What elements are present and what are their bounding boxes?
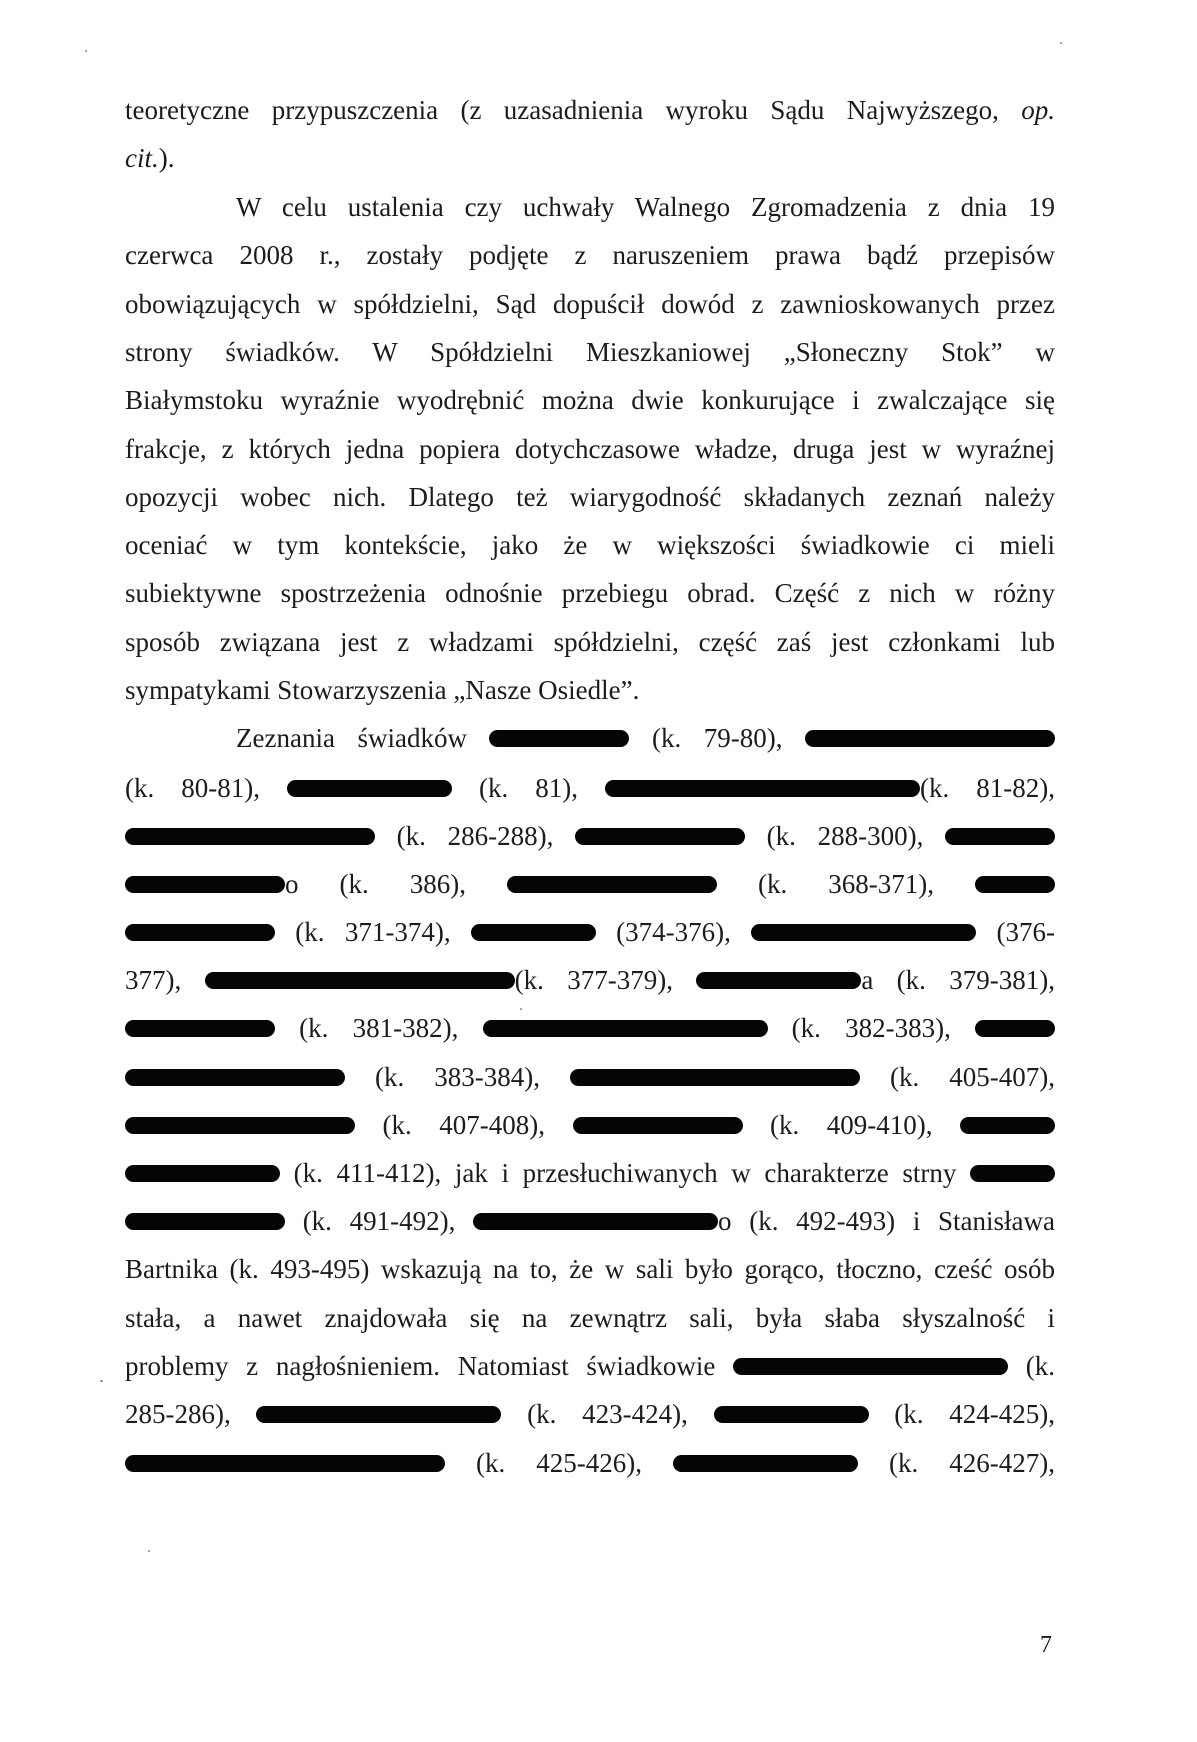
redaction-mark bbox=[573, 1117, 743, 1134]
text-run: 377), bbox=[125, 965, 205, 995]
page-number: 7 bbox=[1040, 1632, 1052, 1658]
text-run: Zeznania świadków bbox=[236, 723, 490, 753]
redaction-mark bbox=[673, 1455, 858, 1472]
text-run: (k. 425-426), bbox=[445, 1448, 673, 1478]
redaction-mark bbox=[473, 1213, 718, 1230]
text-run: problemy z nagłośnieniem. Natomiast świadkowie bbox=[125, 1351, 734, 1381]
redaction-mark bbox=[945, 828, 1055, 845]
text-line bbox=[125, 235, 1055, 275]
redaction-mark bbox=[125, 828, 375, 845]
scan-speck bbox=[148, 1550, 150, 1552]
redaction-mark bbox=[471, 924, 596, 941]
text-run: (k. bbox=[1008, 1351, 1055, 1381]
text-line bbox=[125, 1057, 1055, 1097]
text-run: teoretyczne przypuszczenia (z uzasadnienia wyroku Sądu Najwyższego, bbox=[125, 95, 1022, 125]
text-run: (376- bbox=[976, 917, 1055, 947]
text-run: (k. 81), bbox=[452, 773, 606, 803]
redaction-mark bbox=[696, 972, 861, 989]
text-line bbox=[125, 284, 1055, 324]
text-run: (k. 491-492), bbox=[285, 1206, 474, 1236]
redaction-mark bbox=[970, 1165, 1055, 1182]
text-line bbox=[125, 670, 1055, 710]
text-run: (k. 426-427), bbox=[858, 1448, 1055, 1478]
text-line bbox=[125, 960, 1055, 1000]
text-line bbox=[125, 1298, 1055, 1338]
redaction-mark bbox=[205, 972, 515, 989]
redaction-mark bbox=[605, 780, 920, 797]
text-run: czerwca 2008 r., zostały podjęte z naruszeniem prawa bądź przepisów bbox=[125, 240, 1055, 270]
redaction-mark bbox=[287, 780, 452, 797]
italic-text: op. bbox=[1021, 95, 1055, 125]
text-run: (k. 81-82), bbox=[920, 773, 1055, 803]
scan-speck bbox=[1060, 42, 1062, 44]
redaction-mark bbox=[805, 730, 1055, 747]
text-run: (k. 411-412), jak i przesłuchiwanych w charakterze strny bbox=[280, 1158, 970, 1188]
text-run: sposób związana jest z władzami spółdzielni, część zaś jest członkami lub bbox=[125, 627, 1055, 657]
text-run: o (k. 492-493) i Stanisława bbox=[718, 1206, 1055, 1236]
text-line bbox=[125, 1201, 1055, 1241]
redaction-mark bbox=[733, 1358, 1008, 1375]
redaction-mark bbox=[256, 1406, 501, 1423]
redaction-mark bbox=[125, 1020, 275, 1037]
text-run: stała, a nawet znajdowała się na zewnątrz sali, była słaba słyszalność i bbox=[125, 1303, 1055, 1333]
text-run: (k. 407-408), bbox=[355, 1110, 573, 1140]
text-run: (k. 383-384), bbox=[345, 1062, 570, 1092]
text-line bbox=[236, 187, 1055, 227]
text-run: (k. 288-300), bbox=[745, 821, 945, 851]
text-line bbox=[125, 1105, 1055, 1145]
text-line bbox=[125, 477, 1055, 517]
text-line bbox=[125, 816, 1055, 856]
text-run: obowiązujących w spółdzielni, Sąd dopuścił dowód z zawnioskowanych przez bbox=[125, 289, 1055, 319]
redaction-mark bbox=[125, 924, 275, 941]
text-run: (k. 377-379), bbox=[514, 965, 697, 995]
scan-speck bbox=[100, 1380, 103, 1382]
text-run: opozycji wobec nich. Dlatego też wiarygodność składanych zeznań należy bbox=[125, 482, 1055, 512]
text-run: subiektywne spostrzeżenia odnośnie przebiegu obrad. Część z nich w różny bbox=[125, 578, 1055, 608]
redaction-mark bbox=[125, 1213, 285, 1230]
text-run: (k. 405-407), bbox=[860, 1062, 1055, 1092]
redaction-mark bbox=[714, 1406, 869, 1423]
text-line bbox=[125, 864, 1055, 904]
text-run: sympatykami Stowarzyszenia „Nasze Osiedle”. bbox=[125, 675, 640, 705]
text-run: (k. 409-410), bbox=[742, 1110, 960, 1140]
text-run: ). bbox=[158, 143, 175, 173]
text-line bbox=[125, 138, 1055, 178]
text-line bbox=[125, 768, 1055, 808]
text-run: Białymstoku wyraźnie wyodrębnić można dwie konkurujące i zwalczające się bbox=[125, 385, 1055, 415]
text-line bbox=[125, 90, 1055, 130]
text-line bbox=[125, 912, 1055, 952]
redaction-mark bbox=[483, 1020, 768, 1037]
redaction-mark bbox=[975, 876, 1055, 893]
text-line bbox=[125, 573, 1055, 613]
text-line bbox=[125, 622, 1055, 662]
text-run: (k. 286-288), bbox=[375, 821, 575, 851]
scan-speck bbox=[85, 50, 87, 52]
text-run: W celu ustalenia czy uchwały Walnego Zgromadzenia z dnia 19 bbox=[236, 192, 1055, 222]
text-run: strony świadków. W Spółdzielni Mieszkaniowej „Słoneczny Stok” w bbox=[125, 337, 1055, 367]
text-line bbox=[125, 380, 1055, 420]
text-run: (k. 80-81), bbox=[125, 773, 287, 803]
text-line bbox=[125, 525, 1055, 565]
redaction-mark bbox=[975, 1020, 1055, 1037]
text-line bbox=[125, 429, 1055, 469]
italic-text: cit. bbox=[125, 143, 159, 173]
text-run: Bartnika (k. 493-495) wskazują na to, że w sali było gorąco, tłoczno, cześć osób bbox=[125, 1254, 1055, 1284]
text-run: o (k. 386), bbox=[285, 869, 507, 899]
text-line bbox=[125, 1394, 1055, 1434]
text-line bbox=[125, 1249, 1055, 1289]
text-run: frakcje, z których jedna popiera dotychczasowe władze, druga jest w wyraźnej bbox=[125, 434, 1055, 464]
text-line bbox=[125, 1346, 1055, 1386]
text-run: (k. 371-374), bbox=[275, 917, 471, 947]
text-line bbox=[125, 1153, 1055, 1193]
text-run: (k. 381-382), bbox=[275, 1013, 483, 1043]
text-line bbox=[125, 332, 1055, 372]
redaction-mark bbox=[751, 924, 976, 941]
text-line bbox=[236, 718, 1055, 758]
redaction-mark bbox=[125, 1455, 445, 1472]
text-run: (k. 424-425), bbox=[868, 1399, 1055, 1429]
redaction-mark bbox=[125, 1117, 355, 1134]
redaction-mark bbox=[960, 1117, 1055, 1134]
text-line bbox=[125, 1008, 1055, 1048]
redaction-mark bbox=[575, 828, 745, 845]
redaction-mark bbox=[125, 1165, 280, 1182]
text-run: (374-376), bbox=[595, 917, 752, 947]
redaction-mark bbox=[125, 1069, 345, 1086]
redaction-mark bbox=[507, 876, 717, 893]
text-run: (k. 382-383), bbox=[767, 1013, 975, 1043]
text-run: (k. 423-424), bbox=[501, 1399, 714, 1429]
text-run: oceniać w tym kontekście, jako że w większości świadkowie ci mieli bbox=[125, 530, 1055, 560]
text-run: 285-286), bbox=[125, 1399, 257, 1429]
text-run: (k. 79-80), bbox=[629, 723, 805, 753]
text-run: (k. 368-371), bbox=[717, 869, 975, 899]
redaction-mark bbox=[125, 876, 285, 893]
text-run: a (k. 379-381), bbox=[861, 965, 1055, 995]
redaction-mark bbox=[570, 1069, 860, 1086]
redaction-mark bbox=[489, 730, 629, 747]
text-line bbox=[125, 1443, 1055, 1483]
